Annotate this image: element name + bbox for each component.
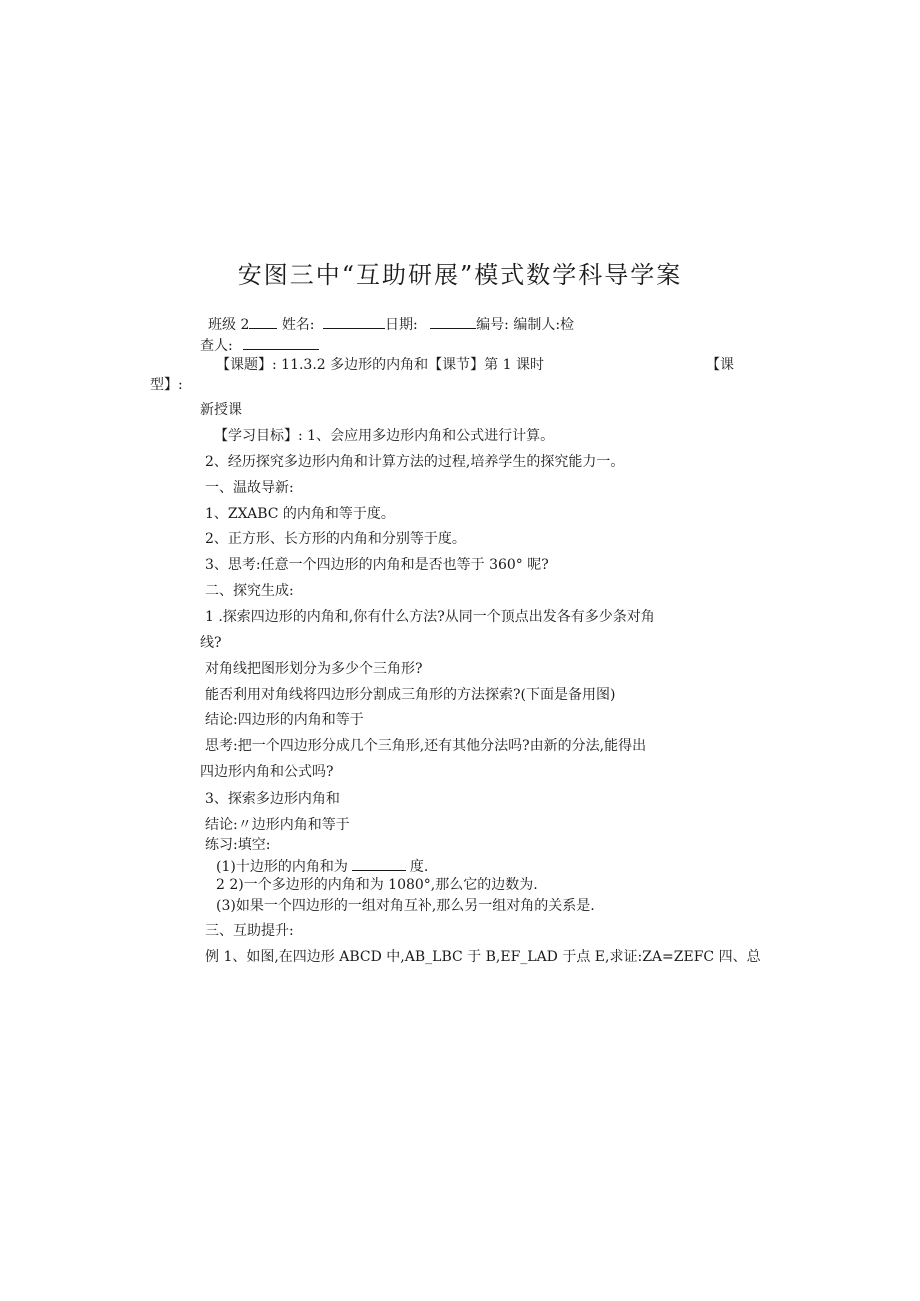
- goal-2: 2、经历探究多边形内角和计算方法的过程,培养学生的探究能力一。: [205, 454, 625, 470]
- class-label: 班级 2: [208, 317, 250, 333]
- date-label: 日期:: [384, 317, 418, 333]
- explore-4: 3、探索多边形内角和: [205, 791, 340, 807]
- practice-1-blank: [352, 856, 406, 871]
- explore-1a: 1 .探索四边形的内角和,你有什么方法?从同一个顶点出发各有多少条对角: [205, 609, 655, 625]
- practice-1: [216, 856, 428, 876]
- think-a: 思考:把一个四边形分成几个三角形,还有其他分法吗?由新的分法,能得出: [205, 738, 647, 754]
- date-blank: [430, 314, 476, 329]
- practice-label: 练习:填空:: [205, 837, 271, 853]
- number-label: 编号:: [476, 317, 509, 333]
- think-b: 四边形内角和公式吗?: [200, 764, 334, 780]
- explore-1b: 线?: [200, 635, 222, 651]
- checker-line: [200, 335, 319, 355]
- section-heading-2: 二、探究生成:: [205, 583, 294, 599]
- review-3: 3、思考:任意一个四边形的内角和是否也等于 360° 呢?: [205, 557, 549, 573]
- header-info-line: [208, 314, 574, 334]
- name-label: 姓名:: [281, 317, 315, 333]
- explore-3: 能否利用对角线将四边形分割成三角形的方法探索?(下面是备用图): [205, 687, 616, 703]
- review-1: 1、ZXABC 的内角和等于度。: [205, 506, 395, 522]
- practice-1-unit: 度.: [409, 859, 429, 875]
- example-1: 例 1、如图,在四边形 ABCD 中,AB_LBC 于 B,EF_LAD 于点 E,求证:ZA=ZEFC 四、总: [205, 949, 761, 965]
- conclusion-2: 结论:〃边形内角和等于: [205, 817, 350, 833]
- practice-3: (3)如果一个四边形的一组对角互补,那么另一组对角的关系是.: [216, 898, 595, 914]
- review-2: 2、正方形、长方形的内角和分别等于度。: [205, 531, 466, 547]
- type-label-a: 【课: [706, 357, 734, 373]
- document-title: 安图三中“互助研展”模式数学科导学案: [237, 261, 683, 289]
- checker-blank: [243, 335, 319, 350]
- section-heading-1: 一、温故导新:: [205, 480, 294, 496]
- practice-1-text: (1)十边形的内角和为: [216, 859, 348, 875]
- class-blank: [249, 314, 277, 329]
- goal-1: 【学习目标】: 1、会应用多边形内角和公式进行计算。: [214, 428, 555, 444]
- name-blank: [323, 314, 385, 329]
- checker-label: 查人:: [200, 338, 233, 354]
- lesson-type: 新授课: [200, 402, 242, 418]
- lesson-line: 【课题】: 11.3.2 多边形的内角和【课节】第 1 课时: [216, 357, 544, 373]
- explore-2: 对角线把图形划分为多少个三角形?: [205, 661, 423, 677]
- editor-label: 编制人:检: [513, 317, 575, 333]
- type-label-b: 型】:: [150, 377, 183, 393]
- section-heading-3: 三、互助提升:: [205, 923, 294, 939]
- practice-2: 2 2)一个多边形的内角和为 1080°,那么它的边数为.: [216, 877, 538, 893]
- conclusion-1: 结论:四边形的内角和等于: [205, 712, 364, 728]
